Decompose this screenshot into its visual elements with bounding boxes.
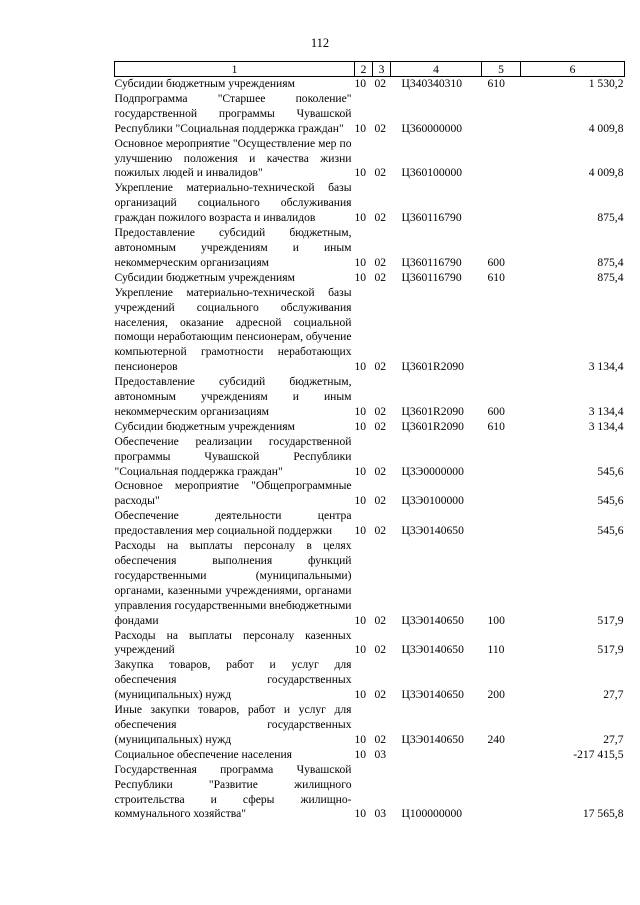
table-row: [115, 137, 625, 182]
amount-cell: 875,4: [597, 211, 624, 225]
target-article-cell: Ц360116790: [401, 270, 462, 284]
row-name-cell: Подпрограмма "Старшее поколение" государственной программы Чувашской Республики "Социальная поддержка граждан": [114, 91, 352, 135]
amount-cell: 545,6: [597, 494, 624, 508]
subsection-code-cell: 02: [374, 121, 387, 135]
column-header: 6: [521, 62, 625, 77]
table-row: [115, 375, 625, 420]
subsection-code-cell: 02: [374, 419, 387, 433]
expense-type-cell: [482, 92, 521, 137]
section-code-cell: 10: [354, 643, 367, 657]
section-code-cell: 10: [354, 613, 367, 627]
section-code-cell: 10: [354, 255, 367, 269]
budget-table: [114, 61, 625, 822]
subsection-code-cell: 02: [374, 360, 387, 374]
subsection-code-cell: 02: [374, 613, 387, 627]
table-row: [115, 92, 625, 137]
amount-cell: 517,9: [597, 613, 624, 627]
target-article-cell: Ц360100000: [401, 166, 463, 180]
row-name-cell: Субсидии бюджетным учреждениям: [114, 270, 295, 284]
row-name-cell: Закупка товаров, работ и услуг для обеспечения государственных (муниципальных) нужд: [114, 658, 352, 702]
expense-type-cell: 600: [487, 404, 505, 418]
section-code-cell: 10: [354, 494, 367, 508]
table-row: [115, 479, 625, 509]
expense-type-cell: [482, 137, 521, 182]
row-name-cell: Расходы на выплаты персоналу казенных учреждений: [114, 628, 352, 657]
section-code-cell: 10: [354, 732, 367, 746]
target-article-cell: Ц360116790: [401, 255, 462, 269]
amount-cell: 27,7: [603, 732, 624, 746]
expense-type-cell: [482, 286, 521, 375]
table-header-row: [115, 62, 625, 77]
table-row: [115, 271, 625, 286]
amount-cell: 545,6: [597, 524, 624, 538]
expense-type-cell: 110: [487, 643, 505, 657]
expense-type-cell: [482, 509, 521, 539]
table-row: [115, 226, 625, 271]
row-name-cell: Субсидии бюджетным учреждениям: [114, 77, 295, 90]
expense-type-cell: [482, 763, 521, 823]
amount-cell: 17 565,8: [582, 807, 624, 821]
section-code-cell: 10: [354, 807, 367, 821]
amount-cell: 27,7: [603, 688, 624, 702]
amount-cell: 4 009,8: [588, 166, 624, 180]
target-article-cell: Ц3Э0100000: [401, 494, 464, 508]
target-article-cell: Ц3601R2090: [401, 360, 464, 374]
row-name-cell: Социальное обеспечение населения: [114, 747, 293, 761]
table-row: [115, 77, 625, 92]
amount-cell: 875,4: [597, 255, 624, 269]
row-name-cell: Укрепление материально-технической базы организаций социального обслуживания граждан пожилого возраста и инвалидов: [114, 181, 352, 225]
row-name-cell: Основное мероприятие "Общепрограммные расходы": [114, 479, 352, 508]
section-code-cell: 10: [354, 166, 367, 180]
section-code-cell: 10: [354, 404, 367, 418]
expense-type-cell: 200: [487, 688, 505, 702]
column-header: 3: [373, 62, 391, 77]
section-code-cell: 10: [354, 211, 367, 225]
row-name-cell: Обеспечение деятельности центра предоставления мер социальной поддержки: [114, 509, 352, 538]
amount-cell: -217 415,5: [573, 747, 624, 761]
row-name-cell: Укрепление материально-технической базы учреждений социального обслуживания населения, оказание адресной социальной помощи неработающим пенсионерам, обучение компьютерной грамотности неработающих пенсионеров: [114, 285, 352, 374]
section-code-cell: 10: [354, 524, 367, 538]
expense-type-cell: 610: [487, 419, 505, 433]
table-row: [115, 181, 625, 226]
target-article-cell: Ц3601R2090: [401, 404, 464, 418]
expense-type-cell: [482, 479, 521, 509]
target-article-cell: [391, 748, 482, 763]
subsection-code-cell: 02: [374, 77, 387, 90]
subsection-code-cell: 02: [374, 166, 387, 180]
table-row: [115, 703, 625, 748]
table-row: [115, 435, 625, 480]
expense-type-cell: [482, 748, 521, 763]
target-article-cell: Ц3Э0140650: [401, 643, 464, 657]
section-code-cell: 10: [354, 360, 367, 374]
amount-cell: 1 530,2: [588, 77, 624, 90]
row-name-cell: Расходы на выплаты персоналу в целях обеспечения выполнения функций государственными (муниципальными) органами, казенными учреждениями, органами управления государственными внебюджетными фондами: [114, 539, 352, 627]
page-number: 112: [310, 36, 330, 50]
section-code-cell: 10: [354, 77, 367, 90]
column-header: 2: [355, 62, 373, 77]
section-code-cell: 10: [354, 747, 367, 761]
row-name-cell: Предоставление субсидий бюджетным, автономным учреждениям и иным некоммерческим организациям: [114, 226, 352, 269]
column-header: 4: [391, 62, 482, 77]
table-row: [115, 748, 625, 763]
table-row: [115, 763, 625, 823]
amount-cell: 3 134,4: [588, 419, 624, 433]
subsection-code-cell: 02: [374, 270, 387, 284]
target-article-cell: Ц3Э0140650: [401, 524, 464, 538]
table-row: [115, 629, 625, 659]
row-name-cell: Предоставление субсидий бюджетным, автономным учреждениям и иным некоммерческим организациям: [114, 375, 352, 418]
subsection-code-cell: 02: [374, 494, 387, 508]
target-article-cell: Ц3Э0140650: [401, 732, 464, 746]
amount-cell: 517,9: [597, 643, 624, 657]
subsection-code-cell: 03: [374, 807, 387, 821]
table-row: [115, 539, 625, 628]
expense-type-cell: 240: [487, 732, 505, 746]
subsection-code-cell: 02: [374, 255, 387, 269]
expense-type-cell: 100: [487, 613, 505, 627]
section-code-cell: 10: [354, 270, 367, 284]
expense-type-cell: [482, 181, 521, 226]
subsection-code-cell: 02: [374, 524, 387, 538]
row-name-cell: Государственная программа Чувашской Республики "Развитие жилищного строительства и сферы жилищно-коммунального хозяйства": [114, 762, 352, 821]
row-name-cell: Иные закупки товаров, работ и услуг для обеспечения государственных (муниципальных) нужд: [114, 703, 352, 746]
table-row: [115, 420, 625, 435]
target-article-cell: Ц3Э0000000: [401, 464, 464, 478]
subsection-code-cell: 02: [374, 464, 387, 478]
expense-type-cell: 600: [487, 255, 505, 269]
target-article-cell: Ц340340310: [401, 77, 463, 90]
subsection-code-cell: 02: [374, 211, 387, 225]
subsection-code-cell: 03: [374, 747, 387, 761]
row-name-cell: Обеспечение реализации государственной программы Чувашской Республики "Социальная поддержка граждан": [114, 434, 352, 478]
table-row: [115, 658, 625, 703]
expense-type-cell: [482, 435, 521, 480]
table-row: [115, 509, 625, 539]
amount-cell: 3 134,4: [588, 404, 624, 418]
row-name-cell: Основное мероприятие "Осуществление мер по улучшению положения и качества жизни пожилых людей и инвалидов": [114, 136, 352, 180]
target-article-cell: Ц100000000: [401, 807, 463, 821]
amount-cell: 545,6: [597, 464, 624, 478]
target-article-cell: Ц3601R2090: [401, 419, 464, 433]
amount-cell: 4 009,8: [588, 121, 624, 135]
target-article-cell: Ц3Э0140650: [401, 688, 464, 702]
row-name-cell: Субсидии бюджетным учреждениям: [114, 419, 295, 433]
section-code-cell: 10: [354, 121, 367, 135]
column-header: 1: [115, 62, 355, 77]
target-article-cell: Ц360116790: [401, 211, 462, 225]
amount-cell: 3 134,4: [588, 360, 624, 374]
subsection-code-cell: 02: [374, 732, 387, 746]
expense-type-cell: 610: [487, 270, 505, 284]
section-code-cell: 10: [354, 464, 367, 478]
target-article-cell: Ц360000000: [401, 121, 463, 135]
expense-type-cell: 610: [487, 77, 505, 90]
section-code-cell: 10: [354, 688, 367, 702]
target-article-cell: Ц3Э0140650: [401, 613, 464, 627]
subsection-code-cell: 02: [374, 643, 387, 657]
column-header: 5: [482, 62, 521, 77]
subsection-code-cell: 02: [374, 688, 387, 702]
table-row: [115, 286, 625, 375]
amount-cell: 875,4: [597, 270, 624, 284]
subsection-code-cell: 02: [374, 404, 387, 418]
section-code-cell: 10: [354, 419, 367, 433]
